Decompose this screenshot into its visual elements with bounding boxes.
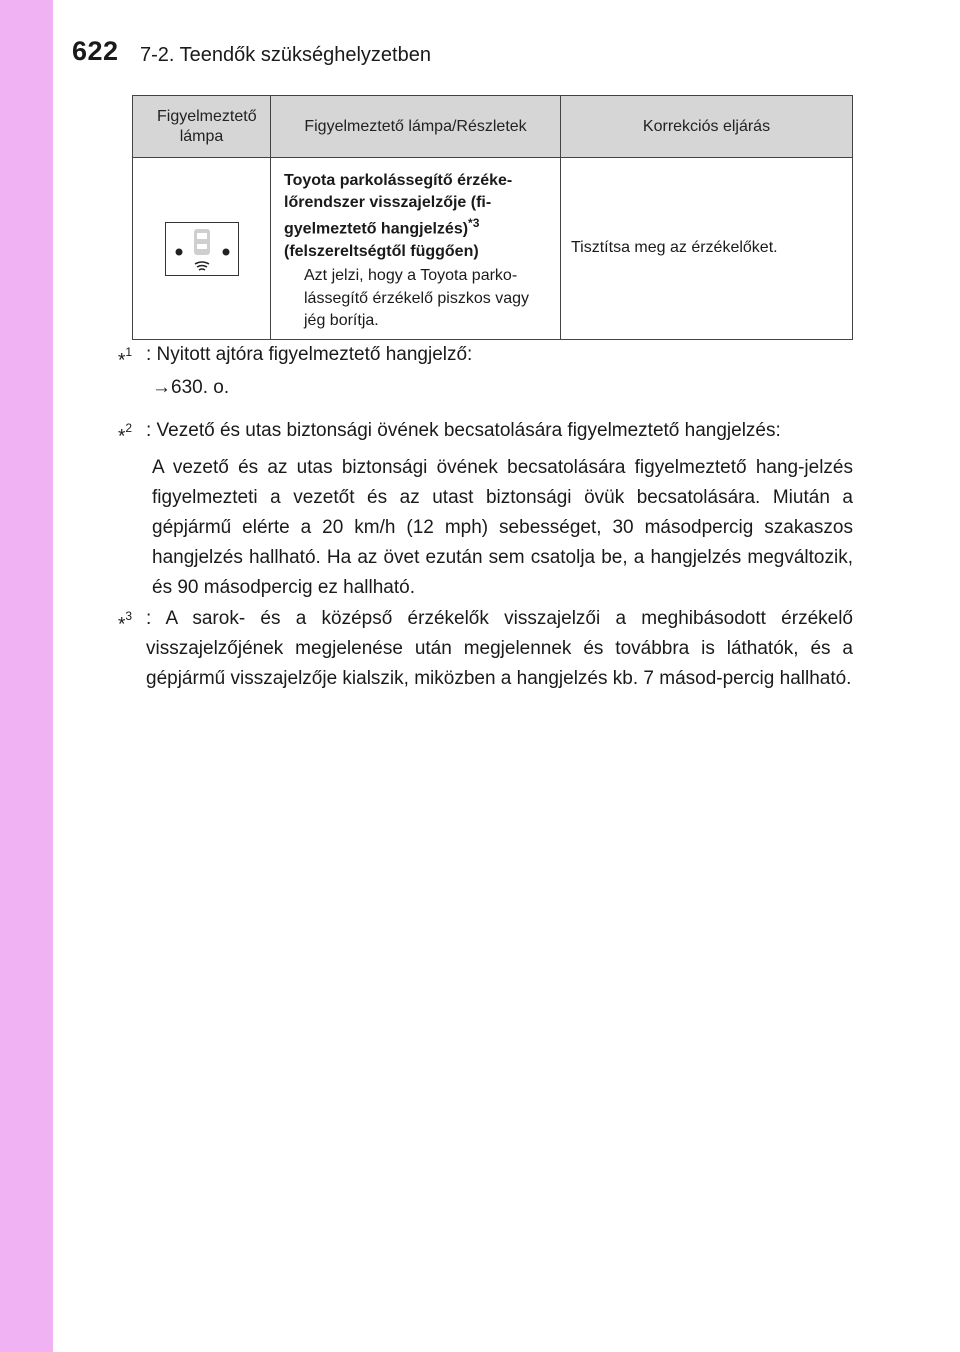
table-header-row [133,96,853,158]
parking-sensor-warning-icon [165,222,239,276]
footnote-body: A vezető és az utas biztonsági övének becsatolására figyelmeztető hang-jelzés figyelmezteti a vezetőt és az utast biztonsági övük becsatolására. Miután a gépjármű elérte a 20 km/h (12 mph) sebességet, 30 másodpercig szakaszos hangjelzés hallható. Ha az övet ezután sem csatolja be, a hangjelzés megváltozik, és 90 másodpercig ez hallható. [152,457,853,598]
header-correction: Korrekciós eljárás [561,96,853,158]
lamp-cell [133,158,271,340]
footnote-text: : Nyitott ajtóra figyelmeztető hangjelző: [146,344,473,365]
detail-title-suffix: (felszereltségtől függően) [284,242,479,260]
warning-table [132,95,853,340]
detail-description: Azt jelzi, hogy a Toyota parko-lássegítő érzékelő piszkos vagy jég borítja. [304,266,529,330]
footnote-marker: *$^3$ [118,609,133,636]
page-reference: →630. o. [152,377,230,398]
chapter-sidebar-tab [0,0,53,1352]
lamp-detail-cell [271,158,561,340]
footnote-marker: *$^1$ [118,345,133,372]
table-row [133,158,853,340]
footnote-marker: *$^2$ [118,421,133,448]
header-lamp-details: Figyelmeztető lámpa/Részletek [271,96,561,158]
header-warning-lamp: Figyelmeztető lámpa [133,96,271,158]
section-title: 7-2. Teendők szükséghelyzetben [140,44,431,66]
detail-title-footnote-mark: *3 [468,215,480,230]
footnote-text: : Vezető és utas biztonsági övének becsatolására figyelmeztető hangjelzés: [146,420,781,441]
detail-title [284,170,552,263]
correction-cell: Tisztítsa meg az érzékelőket. [561,158,853,340]
page-number: 622 [72,36,119,66]
detail-title-text: Toyota parkolássegítő érzéke-lőrendszer visszajelzője (fi-gyelmeztető hangjelzés) [284,172,513,238]
footnote-text: : A sarok- és a középső érzékelők visszajelzői a meghibásodott érzékelő visszajelzőjének megjelenése után megjelennek és továbbra is láthatók, és a gépjármű visszajelzője kialszik, miközben a hangjelzés kb. 7 másod-percig hallható. [146,608,853,689]
